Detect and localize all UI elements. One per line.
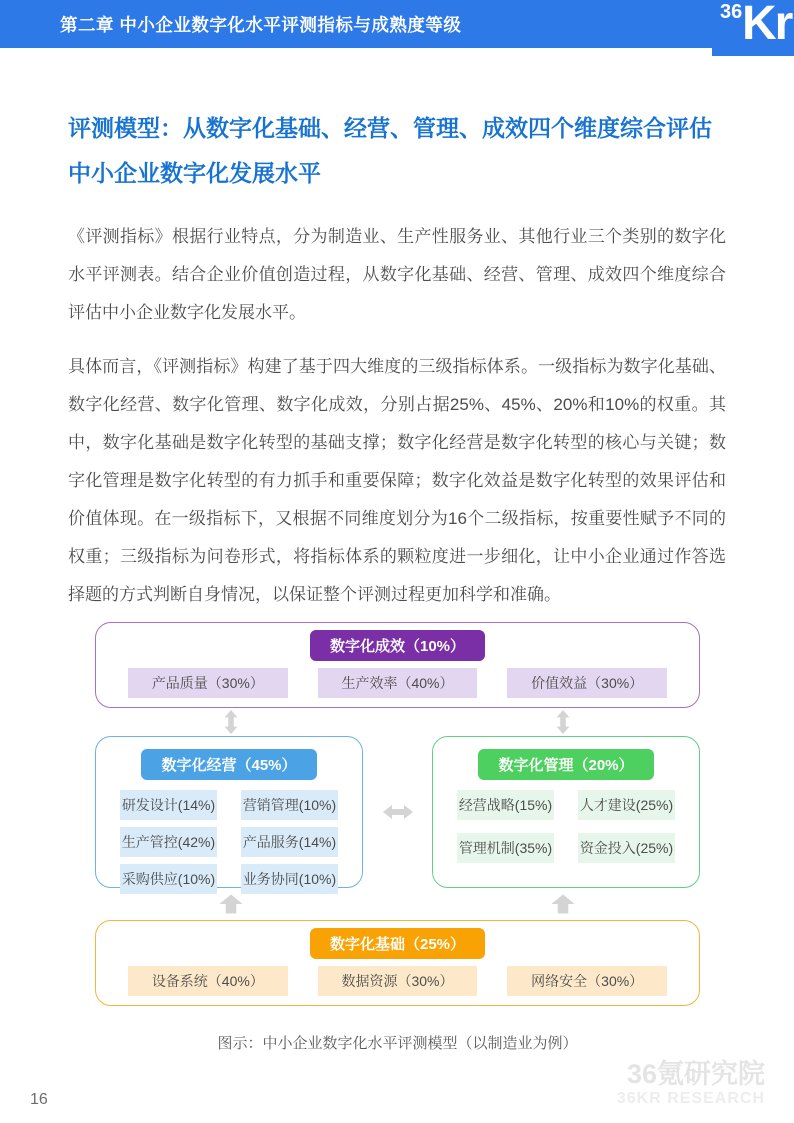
middle-levels-row — [95, 736, 700, 888]
indicator-equipment-system: 设备系统（40%） — [128, 966, 288, 996]
level-operation-container — [95, 736, 363, 888]
foundation-items-row — [128, 966, 667, 996]
indicator-data-resource: 数据资源（30%） — [318, 966, 478, 996]
evaluation-model-diagram — [95, 622, 700, 1053]
indicator-product-quality: 产品质量（30%） — [128, 668, 288, 698]
up-arrow-icon — [219, 895, 243, 914]
indicator-procurement-supply: 采购供应(10%) — [120, 864, 217, 894]
management-items-grid — [457, 790, 675, 863]
watermark-en-text: 36KR RESEARCH — [616, 1089, 765, 1107]
level-operation-badge: 数字化经营（45%） — [141, 749, 316, 780]
arrow-row-top — [95, 708, 700, 736]
section-heading: 评测模型：从数字化基础、经营、管理、成效四个维度综合评估中小企业数字化发展水平 — [68, 115, 712, 186]
logo-36-text: 36 — [720, 1, 743, 23]
indicator-production-control: 生产管控(42%) — [120, 827, 217, 857]
indicator-business-collaboration: 业务协同(10%) — [241, 864, 338, 894]
indicator-rd-design: 研发设计(14%) — [120, 790, 217, 820]
body-paragraph-2: 具体而言，《评测指标》构建了基于四大维度的三级指标体系。一级指标为数字化基础、数字化经营、数字化管理、数字化成效，分别占据25%、45%、20%和10%的权重。其中，数字化基础是数字化转型的基础支撑；数字化经营是数字化转型的核心与关键；数字化管理是数字化转型的有力抓手和重要保障；数字化效益是数字化转型的效果评估和价值体现。在一级指标下，又根据不同维度划分为16个二级指标，按重要性赋予不同的权重；三级指标为问卷形式，将指标体系的颗粒度进一步细化，让中小企业通过作答选择题的方式判断自身情况，以保证整个评测过程更加科学和准确。 — [68, 357, 726, 604]
arrow-row-bottom — [95, 888, 700, 920]
36kr-logo — [712, 0, 794, 56]
indicator-marketing-mgmt: 营销管理(10%) — [241, 790, 338, 820]
indicator-production-efficiency: 生产效率（40%） — [318, 668, 478, 698]
leftright-arrow-icon — [383, 803, 413, 821]
level-management-container — [432, 736, 700, 888]
operation-items-grid — [120, 790, 338, 894]
level-foundation-badge: 数字化基础（25%） — [310, 928, 485, 959]
chapter-title: 第二章 中小企业数字化水平评测指标与成熟度等级 — [60, 14, 462, 35]
diagram-caption: 图示：中小企业数字化水平评测模型（以制造业为例） — [217, 1035, 578, 1052]
page-number: 16 — [30, 1091, 48, 1108]
level-foundation-container — [95, 920, 700, 1006]
indicator-capital-investment: 资金投入(25%) — [578, 833, 675, 863]
up-arrow-icon — [551, 895, 575, 914]
level-management-badge: 数字化管理（20%） — [478, 749, 653, 780]
logo-kr-text: Kr — [742, 0, 792, 50]
indicator-management-mechanism: 管理机制(35%) — [457, 833, 554, 863]
level-effect-badge: 数字化成效（10%） — [310, 630, 485, 661]
indicator-talent-development: 人才建设(25%) — [578, 790, 675, 820]
indicator-value-benefit: 价值效益（30%） — [507, 668, 667, 698]
body-paragraph-1: 《评测指标》根据行业特点，分为制造业、生产性服务业、其他行业三个类别的数字化水平评测表。结合企业价值创造过程，从数字化基础、经营、管理、成效四个维度综合评估中小企业数字化发展水平。 — [68, 227, 726, 322]
updown-arrow-icon — [555, 710, 570, 734]
chapter-header-bar — [0, 0, 794, 48]
indicator-network-security: 网络安全（30%） — [507, 966, 667, 996]
indicator-business-strategy: 经营战略(15%) — [457, 790, 554, 820]
indicator-product-service: 产品服务(14%) — [241, 827, 338, 857]
effect-items-row — [128, 668, 667, 698]
watermark — [617, 1059, 765, 1108]
watermark-cn-text: 36氪研究院 — [626, 1058, 765, 1089]
page-content — [68, 48, 726, 1052]
level-effect-container — [95, 622, 700, 708]
updown-arrow-icon — [224, 710, 239, 734]
